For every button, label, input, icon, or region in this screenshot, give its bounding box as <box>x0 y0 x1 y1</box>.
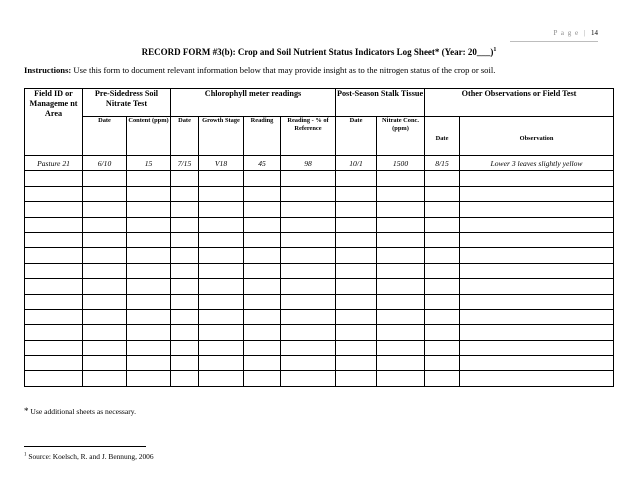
table-cell-empty[interactable] <box>281 232 336 247</box>
header-other-observations: Other Observations or Field Test <box>425 89 614 117</box>
table-cell-empty[interactable] <box>83 279 127 294</box>
table-cell-empty[interactable] <box>83 371 127 386</box>
table-cell-empty[interactable] <box>460 340 614 355</box>
log-table-body <box>25 156 614 387</box>
table-row <box>25 309 614 324</box>
table-cell-empty[interactable] <box>171 294 199 309</box>
table-cell-empty[interactable] <box>171 340 199 355</box>
subheader-chl-reading: Reading <box>244 117 281 156</box>
table-cell-empty[interactable] <box>425 263 460 278</box>
table-cell-empty[interactable] <box>460 186 614 201</box>
footnote-text: Use additional sheets as necessary. <box>28 407 136 416</box>
table-cell-empty[interactable] <box>171 171 199 186</box>
source-text: Source: Koelsch, R. and J. Bennung, 2006 <box>26 452 154 461</box>
table-cell-empty[interactable] <box>83 202 127 217</box>
table-cell-empty[interactable] <box>425 356 460 371</box>
table-cell-empty[interactable] <box>281 248 336 263</box>
table-cell-empty[interactable] <box>425 340 460 355</box>
table-cell-empty[interactable] <box>281 356 336 371</box>
table-cell-empty[interactable] <box>460 325 614 340</box>
table-cell-empty[interactable] <box>336 279 377 294</box>
table-cell-empty[interactable] <box>377 263 425 278</box>
table-cell-empty[interactable] <box>25 309 83 324</box>
table-cell-empty[interactable] <box>171 279 199 294</box>
table-cell-empty[interactable] <box>336 232 377 247</box>
table-row <box>25 325 614 340</box>
table-cell-empty[interactable] <box>377 232 425 247</box>
form-title-text: RECORD FORM #3(b): Crop and Soil Nutrient Status Indicators Log Sheet* (Year: 20___) <box>141 47 494 57</box>
table-row <box>25 356 614 371</box>
table-cell: 6/10 <box>83 156 127 171</box>
table-cell-empty[interactable] <box>171 371 199 386</box>
table-row <box>25 279 614 294</box>
table-cell-empty[interactable] <box>83 309 127 324</box>
table-cell-empty[interactable] <box>336 171 377 186</box>
table-cell-empty[interactable] <box>199 232 244 247</box>
subheader-chl-growth-stage: Growth Stage <box>199 117 244 156</box>
table-cell-empty[interactable] <box>336 340 377 355</box>
table-cell-empty[interactable] <box>377 186 425 201</box>
header-chlorophyll: Chlorophyll meter readings <box>171 89 336 117</box>
table-cell-empty[interactable] <box>199 309 244 324</box>
table-cell-empty[interactable] <box>377 371 425 386</box>
table-cell-empty[interactable] <box>127 371 171 386</box>
table-cell-empty[interactable] <box>281 294 336 309</box>
table-cell-empty[interactable] <box>336 309 377 324</box>
table-cell-empty[interactable] <box>83 340 127 355</box>
table-cell: 45 <box>244 156 281 171</box>
table-cell-empty[interactable] <box>244 356 281 371</box>
table-cell-empty[interactable] <box>244 371 281 386</box>
table-cell-empty[interactable] <box>460 356 614 371</box>
table-cell-empty[interactable] <box>336 202 377 217</box>
table-cell-empty[interactable] <box>281 340 336 355</box>
table-cell-empty[interactable] <box>460 217 614 232</box>
subheader-psnt-content: Content (ppm) <box>127 117 171 156</box>
table-cell-empty[interactable] <box>127 171 171 186</box>
table-cell-empty[interactable] <box>25 202 83 217</box>
form-title <box>0 47 638 57</box>
table-row <box>25 232 614 247</box>
table-cell: Pasture 21 <box>25 156 83 171</box>
table-cell-empty[interactable] <box>244 217 281 232</box>
table-cell-empty[interactable] <box>25 279 83 294</box>
table-cell-empty[interactable] <box>127 263 171 278</box>
table-cell-empty[interactable] <box>171 186 199 201</box>
table-cell-empty[interactable] <box>83 232 127 247</box>
table-cell-empty[interactable] <box>199 371 244 386</box>
table-cell-empty[interactable] <box>336 248 377 263</box>
table-cell-empty[interactable] <box>377 356 425 371</box>
table-cell-empty[interactable] <box>244 279 281 294</box>
table-cell-empty[interactable] <box>460 171 614 186</box>
table-cell-empty[interactable] <box>460 371 614 386</box>
table-cell-empty[interactable] <box>127 232 171 247</box>
table-cell-empty[interactable] <box>281 217 336 232</box>
table-cell-empty[interactable] <box>336 263 377 278</box>
table-cell-empty[interactable] <box>377 248 425 263</box>
page-label: P a g e <box>553 29 580 37</box>
table-cell-empty[interactable] <box>127 325 171 340</box>
log-sheet-table <box>24 88 614 387</box>
header-post-season: Post-Season Stalk Tissue <box>336 89 425 117</box>
table-cell-empty[interactable] <box>377 279 425 294</box>
table-cell-empty[interactable] <box>199 279 244 294</box>
table-cell-empty[interactable] <box>244 309 281 324</box>
table-cell-empty[interactable] <box>171 217 199 232</box>
table-cell-empty[interactable] <box>83 263 127 278</box>
table-cell-empty[interactable] <box>377 217 425 232</box>
page-number <box>553 29 598 37</box>
table-cell-empty[interactable] <box>336 217 377 232</box>
table-cell-empty[interactable] <box>25 217 83 232</box>
table-cell-empty[interactable] <box>199 171 244 186</box>
table-cell-empty[interactable] <box>377 202 425 217</box>
table-cell-empty[interactable] <box>83 294 127 309</box>
table-cell-empty[interactable] <box>127 356 171 371</box>
table-cell-empty[interactable] <box>25 371 83 386</box>
table-cell-empty[interactable] <box>281 202 336 217</box>
table-cell-empty[interactable] <box>244 340 281 355</box>
table-cell-empty[interactable] <box>244 171 281 186</box>
additional-sheets-note <box>24 406 136 416</box>
table-cell-empty[interactable] <box>25 171 83 186</box>
table-cell-empty[interactable] <box>127 294 171 309</box>
table-cell-empty[interactable] <box>336 294 377 309</box>
header-field-id: Field ID or Manageme nt Area <box>25 89 83 156</box>
table-cell-empty[interactable] <box>199 217 244 232</box>
table-row <box>25 371 614 386</box>
table-cell-empty[interactable] <box>425 309 460 324</box>
instructions <box>24 65 614 75</box>
table-row <box>25 217 614 232</box>
table-cell-empty[interactable] <box>336 371 377 386</box>
table-row <box>25 202 614 217</box>
table-cell-empty[interactable] <box>460 263 614 278</box>
table-cell-empty[interactable] <box>127 248 171 263</box>
table-cell-empty[interactable] <box>83 186 127 201</box>
table-cell-empty[interactable] <box>25 263 83 278</box>
table-cell-empty[interactable] <box>244 294 281 309</box>
table-cell-empty[interactable] <box>377 340 425 355</box>
table-cell-empty[interactable] <box>83 356 127 371</box>
table-cell-empty[interactable] <box>377 325 425 340</box>
page-number-value: 14 <box>591 29 598 37</box>
subheader-psnt-date: Date <box>83 117 127 156</box>
subheader-obs-observation: Observation <box>460 117 614 156</box>
table-cell-empty[interactable] <box>425 232 460 247</box>
table-cell-empty[interactable] <box>171 309 199 324</box>
table-cell-empty[interactable] <box>425 186 460 201</box>
table-cell-empty[interactable] <box>244 248 281 263</box>
table-cell-empty[interactable] <box>199 356 244 371</box>
table-cell-empty[interactable] <box>425 248 460 263</box>
table-cell-empty[interactable] <box>25 340 83 355</box>
table-cell-empty[interactable] <box>281 325 336 340</box>
table-cell: 7/15 <box>171 156 199 171</box>
header-rule <box>510 41 598 42</box>
subheader-obs-date: Date <box>425 117 460 156</box>
table-cell-empty[interactable] <box>127 217 171 232</box>
table-cell-empty[interactable] <box>83 248 127 263</box>
table-row <box>25 186 614 201</box>
table-row <box>25 340 614 355</box>
table-row <box>25 263 614 278</box>
table-cell-empty[interactable] <box>377 309 425 324</box>
table-cell-empty[interactable] <box>425 217 460 232</box>
table-cell-empty[interactable] <box>199 248 244 263</box>
table-cell-empty[interactable] <box>336 356 377 371</box>
footnote-rule <box>24 446 146 447</box>
subheader-chl-reading-pct: Reading - % of Reference <box>281 117 336 156</box>
table-cell-empty[interactable] <box>171 202 199 217</box>
table-cell-empty[interactable] <box>199 186 244 201</box>
table-cell-empty[interactable] <box>336 325 377 340</box>
table-cell-empty[interactable] <box>336 186 377 201</box>
table-cell-empty[interactable] <box>244 263 281 278</box>
table-cell-empty[interactable] <box>281 171 336 186</box>
instructions-text: Use this form to document relevant information below that may provide insight as to the nitrogen status of the crop or soil. <box>71 65 496 75</box>
table-cell-empty[interactable] <box>244 232 281 247</box>
table-cell-empty[interactable] <box>25 356 83 371</box>
table-cell-empty[interactable] <box>460 248 614 263</box>
table-cell-empty[interactable] <box>425 294 460 309</box>
table-cell-empty[interactable] <box>199 294 244 309</box>
table-cell-empty[interactable] <box>199 325 244 340</box>
table-cell-empty[interactable] <box>281 263 336 278</box>
instructions-label: Instructions: <box>24 65 72 75</box>
table-cell: 98 <box>281 156 336 171</box>
table-cell-empty[interactable] <box>127 309 171 324</box>
table-cell-empty[interactable] <box>244 325 281 340</box>
table-cell-empty[interactable] <box>25 325 83 340</box>
table-cell-empty[interactable] <box>127 340 171 355</box>
table-row <box>25 171 614 186</box>
table-cell-empty[interactable] <box>171 232 199 247</box>
subheader-stalk-date: Date <box>336 117 377 156</box>
table-row <box>25 294 614 309</box>
table-cell-empty[interactable] <box>127 186 171 201</box>
subheader-stalk-nitrate: Nitrate Conc. (ppm) <box>377 117 425 156</box>
source-note <box>24 452 154 461</box>
table-cell-empty[interactable] <box>199 340 244 355</box>
table-cell-empty[interactable] <box>425 171 460 186</box>
table-cell-empty[interactable] <box>377 294 425 309</box>
footnote-star: * <box>24 406 29 416</box>
table-cell-empty[interactable] <box>199 263 244 278</box>
table-cell: 15 <box>127 156 171 171</box>
table-cell-empty[interactable] <box>460 294 614 309</box>
table-cell-empty[interactable] <box>127 279 171 294</box>
table-cell: 10/1 <box>336 156 377 171</box>
table-cell: V18 <box>199 156 244 171</box>
title-footnote-marker: 1 <box>493 47 497 53</box>
table-cell-empty[interactable] <box>281 309 336 324</box>
table-cell-empty[interactable] <box>460 279 614 294</box>
table-cell-empty[interactable] <box>460 309 614 324</box>
table-cell-empty[interactable] <box>425 279 460 294</box>
table-cell-empty[interactable] <box>281 371 336 386</box>
table-cell-empty[interactable] <box>460 232 614 247</box>
table-cell-empty[interactable] <box>425 371 460 386</box>
table-cell-empty[interactable] <box>171 263 199 278</box>
table-cell-empty[interactable] <box>83 325 127 340</box>
table-cell-empty[interactable] <box>377 171 425 186</box>
subheader-chl-date: Date <box>171 117 199 156</box>
table-cell-empty[interactable] <box>25 186 83 201</box>
table-cell: Lower 3 leaves slightly yellow <box>460 156 614 171</box>
source-marker: 1 <box>24 452 27 458</box>
header-pre-sidedress: Pre-Sidedress Soil Nitrate Test <box>83 89 171 117</box>
table-cell-empty[interactable] <box>83 171 127 186</box>
table-cell-empty[interactable] <box>281 279 336 294</box>
table-cell-empty[interactable] <box>281 186 336 201</box>
table-cell-empty[interactable] <box>25 294 83 309</box>
table-cell-empty[interactable] <box>425 202 460 217</box>
table-cell-empty[interactable] <box>425 325 460 340</box>
table-cell-empty[interactable] <box>25 232 83 247</box>
table-cell-empty[interactable] <box>460 202 614 217</box>
table-cell-empty[interactable] <box>83 217 127 232</box>
table-cell-empty[interactable] <box>171 325 199 340</box>
table-cell: 8/15 <box>425 156 460 171</box>
table-row-example <box>25 156 614 171</box>
table-cell-empty[interactable] <box>199 202 244 217</box>
table-cell-empty[interactable] <box>171 356 199 371</box>
table-cell-empty[interactable] <box>25 248 83 263</box>
table-cell-empty[interactable] <box>171 248 199 263</box>
table-row <box>25 248 614 263</box>
table-cell: 1500 <box>377 156 425 171</box>
page-separator: | <box>583 29 587 37</box>
table-cell-empty[interactable] <box>244 186 281 201</box>
table-cell-empty[interactable] <box>244 202 281 217</box>
table-cell-empty[interactable] <box>127 202 171 217</box>
